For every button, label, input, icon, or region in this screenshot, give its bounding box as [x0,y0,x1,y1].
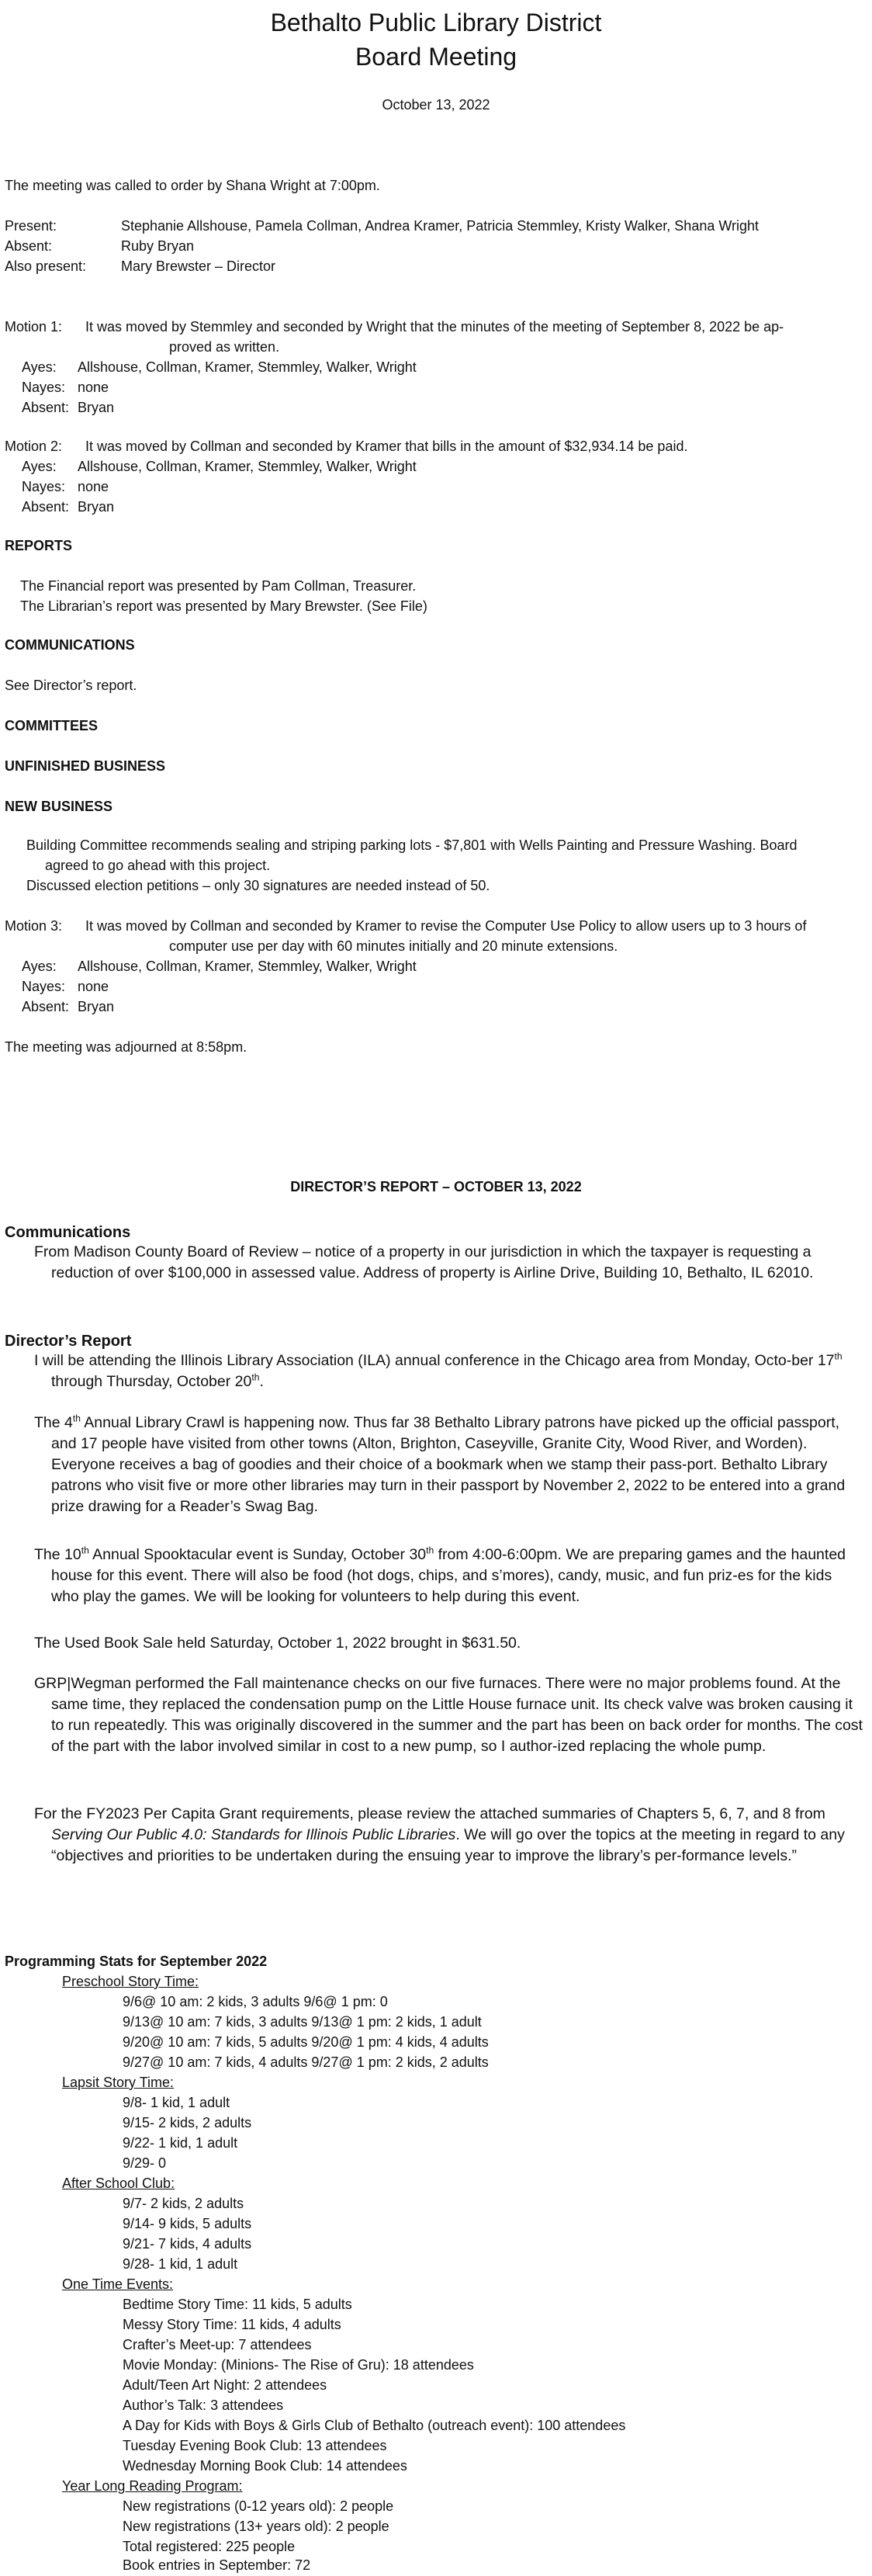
adjourned-text: The meeting was adjourned at 8:58pm. [5,1039,247,1055]
list-item: A Day for Kids with Boys & Girls Club of Bethalto (outreach event): 100 attendees [123,2418,626,2433]
motion-2-nayes-label: Nayes: [22,479,66,494]
attendance-present-value: Stephanie Allshouse, Pamela Collman, Andrea Kramer, Patricia Stemmley, Kristy Walker, Shana Wright [121,218,760,234]
dr-spook-sup-2: th [426,1545,434,1556]
list-item: Crafter’s Meet-up: 7 attendees [123,2337,312,2352]
motion-2-text: It was moved by Collman and seconded by Kramer that bills in the amount of $32,934.14 be paid. [85,439,688,454]
list-item: Messy Story Time: 11 kids, 4 adults [123,2317,341,2332]
list-item: Adult/Teen Art Night: 2 attendees [123,2377,327,2393]
dr-furnace-paragraph: GRP|Wegman performed the Fall maintenance checks on our five furnaces. There were no major problems found. At the same time, they replaced the condensation pump on the Little House furnace unit. Its check valve was broken causing it to run repeatedly. This was originally discovered in the summer and the part has been on back order for months. The cost of the part with the labor involved similar in cost to a new pump, so I author-ized replacing the whole pump. [34,1675,863,1755]
attendance-present-label: Present: [5,218,57,234]
list-item: 9/15- 2 kids, 2 adults [123,2115,252,2130]
list-item: 9/6@ 10 am: 2 kids, 3 adults 9/6@ 1 pm: 0 [123,1994,388,2009]
motion-1-ayes-label: Ayes: [22,359,57,375]
list-item: Total registered: 225 people [123,2539,296,2554]
group-title-one-time-events: One Time Events: [62,2276,174,2292]
dr-library-crawl-paragraph [34,1413,863,1517]
report-financial: The Financial report was presented by Pam Collman, Treasurer. [20,578,417,594]
list-item: Wednesday Morning Book Club: 14 attendees [123,2458,407,2474]
dr-crawl-sup: th [72,1413,81,1424]
communications-heading: COMMUNICATIONS [5,637,135,653]
dr-grant-text-2: . We will go over the topics at the meeting in regard to any “objectives and priorities to be undertaken during the ensuing year to improve the library’s per-formance levels.” [51,1826,845,1864]
motion-3-ayes-label: Ayes: [22,959,57,974]
new-business-item-1: Building Committee recommends sealing and striping parking lots - $7,801 with Wells Painting and Pressure Washing. Board [26,837,798,853]
motion-3-label: Motion 3: [5,918,63,934]
list-item: Book entries in September: 72 [123,2557,311,2573]
motion-3-nayes-label: Nayes: [22,979,66,994]
group-title-reading-program: Year Long Reading Program: [62,2478,243,2494]
new-business-heading: NEW BUSINESS [5,799,113,814]
list-item: New registrations (13+ years old): 2 people [123,2519,389,2534]
motion-2-ayes: Allshouse, Collman, Kramer, Stemmley, Walker, Wright [78,459,417,474]
list-item: New registrations (0-12 years old): 2 people [123,2498,394,2514]
dr-crawl-text: The 4 [34,1414,73,1431]
new-business-item-1-cont: agreed to go ahead with this project. [45,858,271,873]
motion-3-absent: Bryan [78,999,115,1014]
motion-2-absent: Bryan [78,499,115,515]
motion-1-text: It was moved by Stemmley and seconded by Wright that the minutes of the meeting of September 8, 2022 be ap- [85,319,784,335]
dr-ila-text: I will be attending the Illinois Library Association (ILA) annual conference in the Chicago area from Monday, Octo-ber 17 [34,1352,835,1369]
motion-3-absent-label: Absent: [22,999,70,1014]
motion-2-ayes-label: Ayes: [22,459,57,474]
motion-1-nayes-label: Nayes: [22,380,66,395]
dr-spook-text-2: Annual Spooktacular event is Sunday, October 30 [88,1546,427,1563]
dr-ila-text-2: through Thursday, October 20 [51,1373,252,1390]
list-item: 9/28- 1 kid, 1 adult [123,2256,238,2272]
motion-3-text-cont: computer use per day with 60 minutes initially and 20 minute extensions. [169,938,618,954]
report-librarian: The Librarian’s report was presented by Mary Brewster. (See File) [20,598,427,614]
attendance-also-value: Mary Brewster – Director [121,258,276,274]
group-title-after-school: After School Club: [62,2176,175,2191]
motion-2-label: Motion 2: [5,439,63,454]
reports-heading: REPORTS [5,538,73,553]
dr-spooktacular-paragraph [34,1545,863,1607]
dr-ila-text-3: . [259,1373,264,1390]
dr-ila-sup-1: th [834,1350,843,1362]
motion-1-absent: Bryan [78,400,115,415]
list-item: Bedtime Story Time: 11 kids, 5 adults [123,2297,352,2312]
director-report-heading: DIRECTOR’S REPORT – OCTOBER 13, 2022 [290,1179,582,1194]
motion-1-ayes: Allshouse, Collman, Kramer, Stemmley, Walker, Wright [78,359,417,375]
dr-ila-paragraph [34,1350,863,1392]
motion-1-label: Motion 1: [5,319,63,335]
dr-spook-text-3: from 4:00-6:00pm. We are preparing games and the haunted house for this event. There will also be food (hot dogs, chips, and s’mores), candy, music, and fun priz-es for the kids who play the games. We will be looking for volunteers to help during this event. [51,1546,846,1605]
list-item: Movie Monday: (Minions- The Rise of Gru): 18 attendees [123,2357,474,2373]
document-title: Bethalto Public Library District [270,9,602,36]
attendance-also-label: Also present: [5,258,87,274]
motion-3-nayes: none [78,979,109,994]
dr-ila-sup-2: th [251,1371,260,1383]
motion-3-text: It was moved by Collman and seconded by Kramer to revise the Computer Use Policy to allow users up to 3 hours of [85,918,807,934]
list-item: 9/20@ 10 am: 7 kids, 5 adults 9/20@ 1 pm: 4 kids, 4 adults [123,2034,489,2050]
group-title-preschool: Preschool Story Time: [62,1974,199,1989]
group-title-lapsit: Lapsit Story Time: [62,2075,175,2090]
attendance-absent-value: Ruby Bryan [121,238,195,254]
motion-3-ayes: Allshouse, Collman, Kramer, Stemmley, Walker, Wright [78,959,417,974]
motion-2-nayes: none [78,479,109,494]
dr-spook-sup-1: th [81,1545,89,1556]
committees-heading: COMMITTEES [5,718,98,733]
attendance-absent-label: Absent: [5,238,53,254]
list-item: 9/22- 1 kid, 1 adult [123,2135,238,2151]
list-item: Author’s Talk: 3 attendees [123,2397,284,2413]
list-item: 9/8- 1 kid, 1 adult [123,2095,230,2110]
list-item: 9/13@ 10 am: 7 kids, 3 adults 9/13@ 1 pm: 2 kids, 1 adult [123,2014,482,2030]
dr-grant-standards-title: Serving Our Public 4.0: Standards for Illinois Public Libraries [51,1826,456,1843]
document-subtitle: Board Meeting [355,43,517,71]
programming-heading: Programming Stats for September 2022 [5,1954,268,1969]
motion-2-absent-label: Absent: [22,499,70,515]
meeting-date: October 13, 2022 [382,97,490,113]
list-item: Tuesday Evening Book Club: 13 attendees [123,2438,387,2453]
dr-communications-paragraph: From Madison County Board of Review – notice of a property in our jurisdiction in which the taxpayer is requesting a reduction of over $100,000 in assessed value. Address of property is Airline Drive, Building 10, Bethalto, IL 62010. [34,1243,814,1281]
list-item: 9/27@ 10 am: 7 kids, 4 adults 9/27@ 1 pm: 2 kids, 2 adults [123,2054,489,2070]
list-item: 9/7- 2 kids, 2 adults [123,2196,244,2211]
called-to-order: The meeting was called to order by Shana Wright at 7:00pm. [5,178,380,193]
list-item: 9/29- 0 [123,2155,167,2171]
new-business-item-2: Discussed election petitions – only 30 signatures are needed instead of 50. [26,878,490,893]
unfinished-business-heading: UNFINISHED BUSINESS [5,758,166,774]
list-item: 9/21- 7 kids, 4 adults [123,2236,252,2252]
dr-grant-text: For the FY2023 Per Capita Grant requirements, please review the attached summaries of Chapters 5, 6, 7, and 8 from [34,1805,825,1822]
motion-1-nayes: none [78,380,109,395]
dr-grant-paragraph [34,1804,863,1867]
dr-book-sale: The Used Book Sale held Saturday, October 1, 2022 brought in $631.50. [34,1635,521,1652]
motion-1-absent-label: Absent: [22,400,70,415]
list-item: 9/14- 9 kids, 5 adults [123,2216,252,2231]
communications-text: See Director’s report. [5,678,137,693]
dr-director-report-heading: Director’s Report [5,1333,132,1350]
motion-1-text-cont: proved as written. [169,339,280,355]
dr-spook-text: The 10 [34,1546,81,1563]
dr-communications-heading: Communications [5,1224,131,1241]
dr-crawl-text-2: Annual Library Crawl is happening now. Thus far 38 Bethalto Library patrons have picked up the official passport, and 17 people have visited from other towns (Alton, Brighton, Caseyville, Granite City, Wood River, and Worden). Everyone receives a bag of goodies and their choice of a bookmark when we stamp their pass-port. Bethalto Library patrons who visit five or more other libraries may turn in their passport by November 2, 2022 to be entered into a grand prize drawing for a Reader’s Swag Bag. [51,1414,846,1515]
